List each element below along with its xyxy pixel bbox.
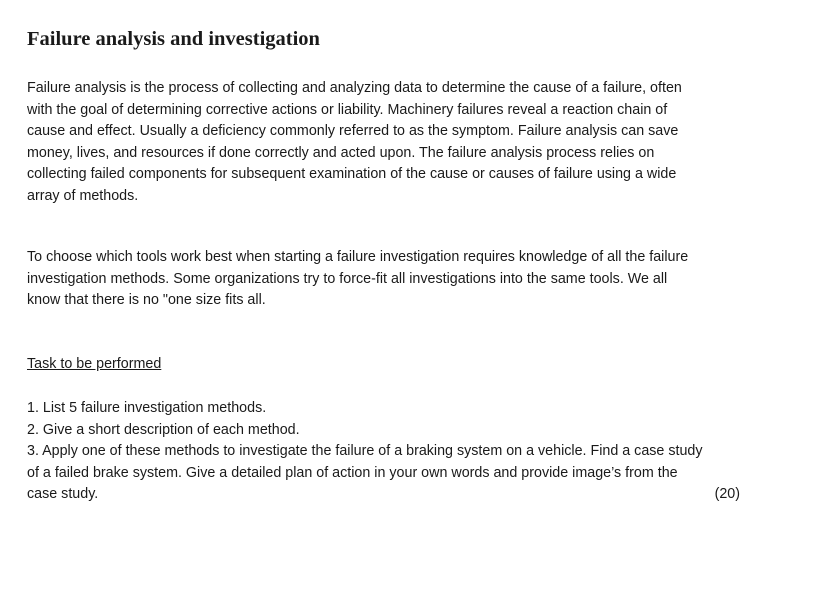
task-item: of a failed brake system. Give a detailed plan of action in your own words and provide image’s from the [27,464,678,481]
marks-label: (20) [714,486,740,502]
task-item: 3. Apply one of these methods to investigate the failure of a braking system on a vehicle. Find a case study [27,443,703,459]
task-heading: Task to be performed [27,356,162,372]
paragraph-line: money, lives, and resources if done correctly and acted upon. The failure analysis process relies on [27,144,655,161]
task-final-line [27,484,740,506]
paragraph-line: To choose which tools work best when starting a failure investigation requires knowledge of all the failure [27,249,689,265]
paragraph-line: array of methods. [27,187,139,204]
paragraph-line: with the goal of determining corrective actions or liability. Machinery failures reveal a reaction chain of [27,101,668,118]
paragraph-line: Failure analysis is the process of collecting and analyzing data to determine the cause of a failure, often [27,80,682,96]
paragraph-line: collecting failed components for subsequent examination of the cause or causes of failure using a wide [27,166,677,182]
paragraph-line: investigation methods. Some organizations try to force-fit all investigations into the same tools. We all [27,270,668,287]
tools-paragraph [27,247,797,312]
document-title: Failure analysis and investigation [27,28,320,50]
task-item: case study. [27,486,99,502]
task-item: 2. Give a short description of each method. [27,421,300,438]
paragraph-line: know that there is no "one size fits all. [27,292,266,308]
task-item: 1. List 5 failure investigation methods. [27,400,267,416]
task-list [27,398,797,506]
paragraph-line: cause and effect. Usually a deficiency commonly referred to as the symptom. Failure analysis can save [27,123,679,139]
intro-paragraph [27,78,797,207]
